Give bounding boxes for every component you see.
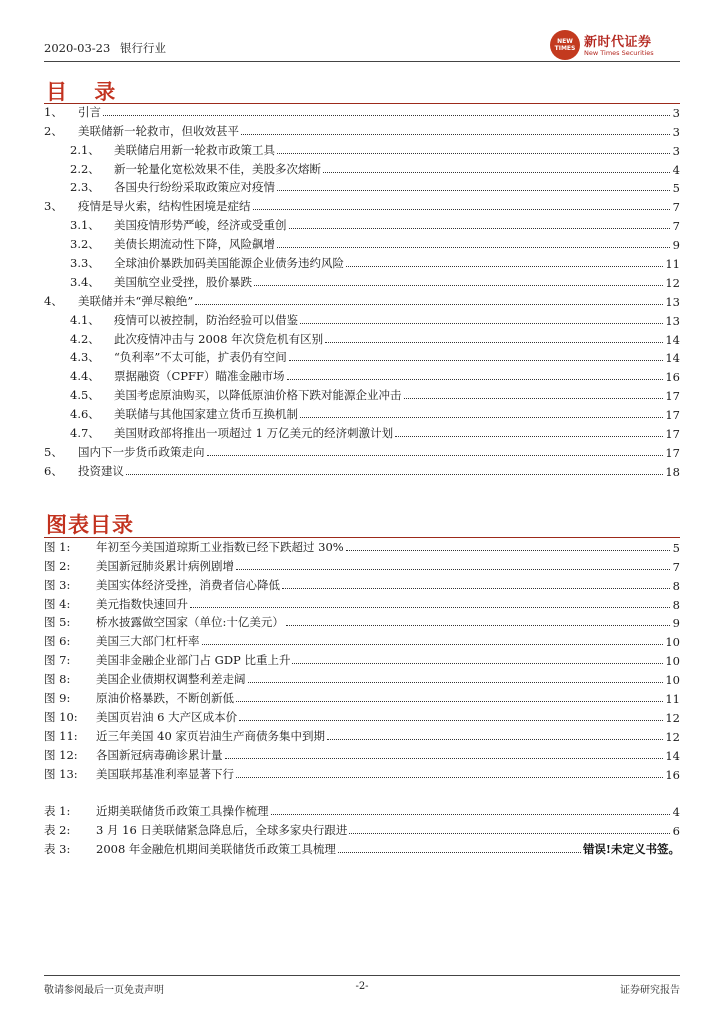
figure-entry-title[interactable]: 近三年美国 40 家页岩油生产商债务集中到期	[96, 728, 325, 743]
toc-entry-number: 4.5、	[70, 388, 100, 403]
table-entry-page[interactable]: 4	[672, 804, 680, 819]
disclaimer-note: 敬请参阅最后一页免责声明	[44, 985, 164, 996]
figure-entry-number: 图 6:	[44, 634, 71, 649]
table-entry-number: 表 3:	[44, 841, 71, 856]
figures-title: 图表目录	[46, 512, 134, 537]
figure-entry-number: 图 7:	[44, 653, 71, 668]
figure-entry-number: 图 11:	[44, 728, 78, 743]
dot-leader	[236, 777, 663, 778]
toc-entry-page[interactable]: 13	[665, 294, 680, 309]
figure-entry[interactable]	[44, 555, 680, 574]
dot-leader	[277, 190, 670, 191]
figure-entry-page[interactable]: 16	[665, 767, 680, 782]
table-entry[interactable]	[44, 800, 680, 819]
figure-entry-number: 图 1:	[44, 539, 71, 554]
figure-entry-number: 图 9:	[44, 691, 71, 706]
figure-entry-number: 图 13:	[44, 766, 78, 781]
toc-entry-title[interactable]: 疫情可以被控制，防治经验可以借鉴	[114, 312, 298, 327]
dot-leader	[286, 625, 670, 626]
figure-entry-title[interactable]: 年初至今美国道琼斯工业指数已经下跌超过 30%	[96, 539, 344, 554]
toc-entry-title[interactable]: 引言	[78, 104, 101, 119]
toc-entry-title[interactable]: 各国央行纷纷采取政策应对疫情	[114, 180, 275, 195]
page-number: -2-	[355, 981, 369, 992]
toc-entry-title[interactable]: 美联储启用新一轮救市政策工具	[114, 142, 275, 157]
figure-entry-number: 图 3:	[44, 577, 71, 592]
table-entry-title[interactable]: 近期美联储货币政策工具操作梳理	[96, 803, 269, 818]
toc-entry[interactable]	[44, 158, 680, 177]
figure-entry[interactable]	[44, 536, 680, 555]
dot-leader	[282, 588, 670, 589]
dot-leader	[300, 323, 663, 324]
toc-entry-page[interactable]: 14	[665, 351, 680, 366]
toc-entry[interactable]	[44, 290, 680, 309]
dot-leader	[271, 814, 671, 815]
toc-entry[interactable]	[44, 101, 680, 120]
toc-entry[interactable]	[44, 120, 680, 139]
toc-entry-title[interactable]: 疫情是导火索，结构性困境是症结	[78, 199, 251, 214]
figure-entry-page[interactable]: 12	[665, 729, 680, 744]
toc-entry-page[interactable]: 14	[665, 332, 680, 347]
dot-leader	[239, 720, 663, 721]
toc-entry-page[interactable]: 9	[672, 238, 680, 253]
dot-leader	[248, 682, 664, 683]
dot-leader	[346, 550, 670, 551]
dot-leader	[254, 285, 663, 286]
figure-list	[44, 536, 680, 782]
toc-entry-title[interactable]: 美国考虑原油购买，以降低原油价格下跌对能源企业冲击	[114, 388, 402, 403]
dot-leader	[190, 607, 670, 608]
toc-entry-number: 6、	[44, 463, 63, 478]
toc-entry-title[interactable]: 新一轮量化宽松效果不佳，美股多次熔断	[114, 161, 321, 176]
dot-leader	[103, 115, 670, 116]
toc-entry-title[interactable]: 美联储与其他国家建立货币互换机制	[114, 407, 298, 422]
toc-list	[44, 101, 680, 479]
toc-entry-page[interactable]: 17	[665, 427, 680, 442]
toc-entry-page[interactable]: 11	[665, 257, 680, 272]
toc-entry-title[interactable]: 美国航空业受挫，股价暴跌	[114, 274, 252, 289]
figure-entry[interactable]	[44, 763, 680, 782]
header-meta	[44, 40, 166, 56]
toc-entry-number: 1、	[44, 104, 63, 119]
toc-entry-number: 3、	[44, 199, 63, 214]
figure-entry-page[interactable]: 12	[665, 710, 680, 725]
toc-entry-title[interactable]: 美联储新一轮救市，但收效甚平	[78, 123, 239, 138]
toc-entry-title[interactable]: 美债长期流动性下降，风险飙增	[114, 237, 275, 252]
logo-name-en: New Times Securities	[584, 49, 654, 57]
figure-entry-title[interactable]: 各国新冠病毒确诊累计量	[96, 747, 223, 762]
toc-entry-number: 4.3、	[70, 350, 100, 365]
toc-entry-page[interactable]: 3	[672, 105, 680, 120]
figure-entry-page[interactable]: 10	[665, 673, 680, 688]
report-type: 证券研究报告	[620, 985, 680, 996]
table-entry-number: 表 1:	[44, 803, 71, 818]
toc-entry-number: 3.3、	[70, 256, 100, 271]
figure-entry-title[interactable]: 美国三大部门杠杆率	[96, 634, 200, 649]
page-header	[44, 34, 680, 60]
figure-entry[interactable]	[44, 649, 680, 668]
toc-entry-page[interactable]: 17	[665, 408, 680, 423]
toc-entry-number: 4.6、	[70, 407, 100, 422]
dot-leader	[241, 134, 670, 135]
figure-entry-number: 图 2:	[44, 558, 71, 573]
toc-entry[interactable]	[44, 403, 680, 422]
toc-entry-title[interactable]: 全球油价暴跌加码美国能源企业债务违约风险	[114, 256, 344, 271]
figure-entry-page[interactable]: 14	[665, 748, 680, 763]
toc-entry[interactable]	[44, 365, 680, 384]
figure-entry-page[interactable]: 10	[665, 635, 680, 650]
toc-entry-number: 5、	[44, 444, 63, 459]
toc-entry[interactable]	[44, 252, 680, 271]
company-logo	[550, 28, 680, 68]
toc-entry-number: 4.7、	[70, 426, 100, 441]
figure-entry[interactable]	[44, 725, 680, 744]
toc-entry-number: 2.2、	[70, 161, 100, 176]
figure-entry-page[interactable]: 8	[672, 597, 680, 612]
toc-entry[interactable]	[44, 441, 680, 460]
toc-entry[interactable]	[44, 233, 680, 252]
figure-entry-page[interactable]: 7	[672, 559, 680, 574]
toc-entry-title[interactable]: 此次疫情冲击与 2008 年次贷危机有区别	[114, 331, 324, 346]
toc-entry-title[interactable]: 国内下一步货币政策走向	[78, 444, 205, 459]
figure-entry-number: 图 5:	[44, 615, 71, 630]
figure-entry-number: 图 4:	[44, 596, 71, 611]
toc-entry[interactable]	[44, 384, 680, 403]
toc-entry-title[interactable]: “负利率”不太可能，扩表仍有空间	[114, 350, 287, 365]
toc-entry-page[interactable]: 3	[672, 143, 680, 158]
dot-leader	[287, 379, 664, 380]
figure-entry-page[interactable]: 9	[672, 616, 680, 631]
dot-leader	[236, 701, 663, 702]
table-entry-page[interactable]: 错误!未定义书签。	[582, 841, 680, 856]
figure-entry-title[interactable]: 美国新冠肺炎累计病例剧增	[96, 558, 234, 573]
toc-entry-title[interactable]: 投资建议	[78, 463, 124, 478]
dot-leader	[277, 247, 670, 248]
figure-entry-number: 图 8:	[44, 672, 71, 687]
toc-entry[interactable]	[44, 214, 680, 233]
figure-entry-title[interactable]: 美国实体经济受挫，消费者信心降低	[96, 577, 280, 592]
header-divider	[44, 61, 680, 62]
toc-title: 目 录	[46, 79, 126, 104]
figure-entry-title[interactable]: 美元指数快速回升	[96, 596, 188, 611]
toc-entry-number: 2.3、	[70, 180, 100, 195]
dot-leader	[195, 304, 663, 305]
figure-entry-number: 图 10:	[44, 709, 78, 724]
table-entry[interactable]	[44, 819, 680, 838]
dot-leader	[323, 172, 670, 173]
dot-leader	[346, 266, 663, 267]
toc-entry-page[interactable]: 3	[672, 124, 680, 139]
toc-entry-number: 4.1、	[70, 312, 100, 327]
dot-leader	[207, 455, 664, 456]
dot-leader	[327, 739, 663, 740]
figure-entry-number: 图 12:	[44, 747, 78, 762]
dot-leader	[300, 417, 663, 418]
figure-entry[interactable]	[44, 706, 680, 725]
dot-leader	[225, 758, 664, 759]
toc-entry-title[interactable]: 票据融资（CPFF）瞄准金融市场	[114, 369, 285, 384]
figure-entry-page[interactable]: 11	[665, 692, 680, 707]
figure-entry[interactable]	[44, 630, 680, 649]
table-entry[interactable]	[44, 838, 680, 857]
toc-entry-number: 3.2、	[70, 237, 100, 252]
dot-leader	[277, 153, 670, 154]
footer-divider	[44, 975, 680, 976]
dot-leader	[202, 644, 664, 645]
figure-entry[interactable]	[44, 593, 680, 612]
toc-entry-page[interactable]: 18	[665, 464, 680, 479]
toc-entry-page[interactable]: 16	[665, 370, 680, 385]
toc-entry-page[interactable]: 7	[672, 200, 680, 215]
dot-leader	[126, 474, 663, 475]
figure-entry[interactable]	[44, 574, 680, 593]
table-entry-title[interactable]: 2008 年金融危机期间美联储货币政策工具梳理	[96, 841, 336, 856]
toc-entry[interactable]	[44, 271, 680, 290]
toc-entry-page[interactable]: 7	[672, 219, 680, 234]
logo-circle-icon: NEW TIMES	[550, 30, 580, 60]
toc-entry-title[interactable]: 美国疫情形势严峻，经济或受重创	[114, 218, 287, 233]
toc-entry-title[interactable]: 美国财政部将推出一项超过 1 万亿美元的经济刺激计划	[114, 426, 394, 441]
toc-entry-number: 2、	[44, 123, 63, 138]
dot-leader	[236, 569, 670, 570]
toc-entry-number: 4.2、	[70, 331, 100, 346]
toc-entry[interactable]	[44, 195, 680, 214]
table-entry-page[interactable]: 6	[672, 823, 680, 838]
figure-entry[interactable]	[44, 668, 680, 687]
logo-name-cn: 新时代证券	[584, 35, 652, 50]
page-footer	[44, 981, 680, 995]
table-list	[44, 800, 680, 857]
figure-entry-title[interactable]: 原油价格暴跌，不断创新低	[96, 691, 234, 706]
figure-entry-title[interactable]: 美国页岩油 6 大产区成本价	[96, 709, 238, 724]
industry-label: 银行行业	[119, 41, 166, 55]
toc-entry-page[interactable]: 17	[665, 389, 680, 404]
dot-leader	[253, 209, 671, 210]
report-date: 2020-03-23	[44, 41, 111, 55]
toc-entry-number: 4、	[44, 293, 63, 308]
toc-entry[interactable]	[44, 328, 680, 347]
toc-entry-title[interactable]: 美联储并未“弹尽粮绝”	[78, 293, 194, 308]
figure-entry-page[interactable]: 8	[672, 578, 680, 593]
toc-entry[interactable]	[44, 139, 680, 158]
toc-entry[interactable]	[44, 460, 680, 479]
figure-entry-title[interactable]: 桥水披露做空国家（单位:十亿美元）	[96, 615, 284, 630]
table-entry-title[interactable]: 3 月 16 日美联储紧急降息后，全球多家央行跟进	[96, 822, 348, 837]
toc-entry-number: 3.4、	[70, 274, 100, 289]
dot-leader	[325, 342, 663, 343]
toc-entry-page[interactable]: 13	[665, 313, 680, 328]
figure-entry-title[interactable]: 美国联邦基准利率显著下行	[96, 766, 234, 781]
toc-entry-number: 4.4、	[70, 369, 100, 384]
dot-leader	[289, 228, 671, 229]
toc-entry-number: 2.1、	[70, 142, 100, 157]
toc-entry-number: 3.1、	[70, 218, 100, 233]
dot-leader	[289, 360, 664, 361]
toc-entry[interactable]	[44, 422, 680, 441]
dot-leader	[395, 436, 663, 437]
toc-entry-page[interactable]: 12	[665, 275, 680, 290]
dot-leader	[292, 663, 663, 664]
dot-leader	[338, 852, 581, 853]
toc-entry[interactable]	[44, 309, 680, 328]
figure-entry-page[interactable]: 10	[665, 654, 680, 669]
figure-entry-title[interactable]: 美国企业债期权调整利差走阔	[96, 672, 246, 687]
dot-leader	[404, 398, 664, 399]
toc-entry-page[interactable]: 5	[672, 181, 680, 196]
figure-entry[interactable]	[44, 687, 680, 706]
figure-entry[interactable]	[44, 612, 680, 631]
figure-entry[interactable]	[44, 744, 680, 763]
toc-entry-page[interactable]: 4	[672, 162, 680, 177]
figure-entry-page[interactable]: 5	[672, 540, 680, 555]
figure-entry-title[interactable]: 美国非金融企业部门占 GDP 比重上升	[96, 653, 291, 668]
toc-entry-page[interactable]: 17	[665, 445, 680, 460]
table-entry-number: 表 2:	[44, 822, 71, 837]
toc-entry[interactable]	[44, 177, 680, 196]
dot-leader	[349, 833, 670, 834]
toc-entry[interactable]	[44, 347, 680, 366]
